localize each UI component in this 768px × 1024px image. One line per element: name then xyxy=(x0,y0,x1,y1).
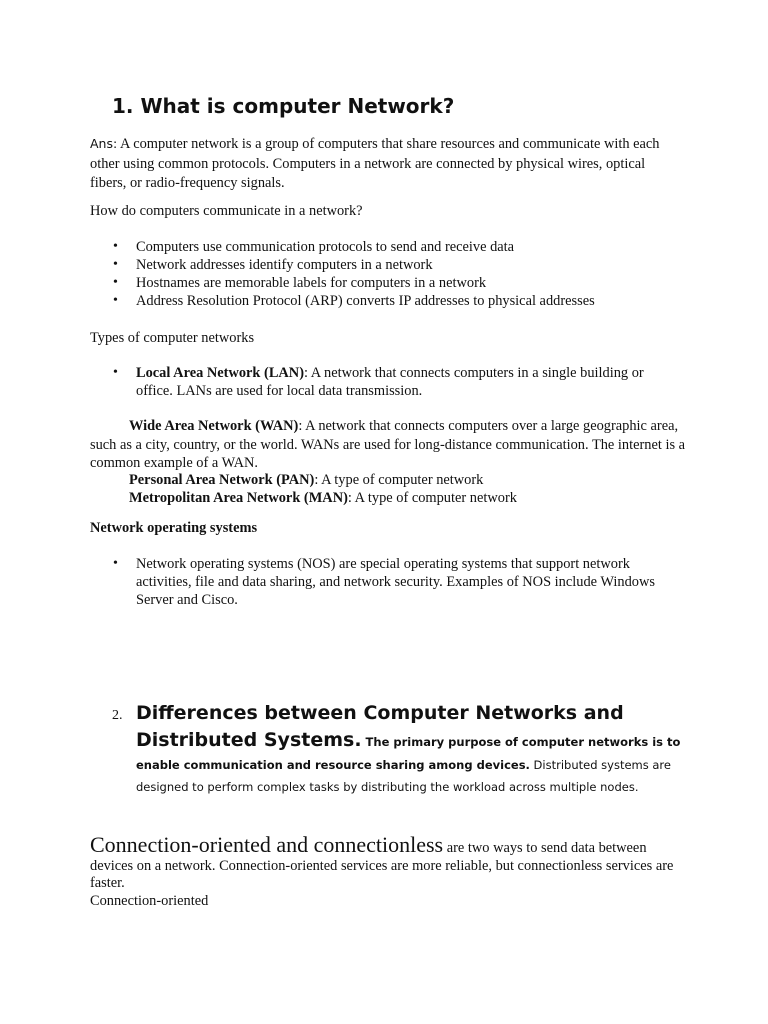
types-heading: Types of computer networks xyxy=(90,330,255,346)
pan-term: Personal Area Network (PAN) xyxy=(129,472,315,488)
section2-body xyxy=(136,700,696,797)
man-term: Metropolitan Area Network (MAN) xyxy=(129,490,348,506)
wan-term: Wide Area Network (WAN) xyxy=(129,418,299,434)
lan-desc: : A network that connects computers in a single building or office. LANs are used for local data transmission. xyxy=(136,365,644,399)
list-item: • Network addresses identify computers in a network xyxy=(90,256,680,274)
section2-bold-text: The primary purpose of computer networks is to enable communication and resource sharing among devices. xyxy=(136,735,681,772)
connection-last-line: Connection-oriented xyxy=(90,892,209,909)
lan-term: Local Area Network (LAN) xyxy=(136,365,304,381)
section2-heading: Differences between Computer Networks and Distributed Systems. xyxy=(136,702,624,751)
pan-line xyxy=(129,471,483,489)
man-desc: : A type of computer network xyxy=(347,490,517,506)
list-item: • Address Resolution Protocol (ARP) converts IP addresses to physical addresses xyxy=(90,292,680,310)
connection-paragraph xyxy=(90,832,690,910)
nos-list xyxy=(90,555,680,609)
section2-number: 2. xyxy=(112,708,123,723)
answer-paragraph xyxy=(90,134,680,194)
list-item xyxy=(90,364,680,400)
lan-list xyxy=(90,364,680,400)
nos-heading: Network operating systems xyxy=(90,520,258,536)
list-item: • Network operating systems (NOS) are special operating systems that support network activities, file and data sharing, and network security. Examples of NOS include Windows Server and Cisco. xyxy=(90,555,680,609)
how-list xyxy=(90,238,680,310)
wan-paragraph xyxy=(90,417,690,473)
pan-desc: : A type of computer network xyxy=(314,472,484,488)
connection-big-text: Connection-oriented and connectionless xyxy=(90,832,444,857)
section1-heading: 1. What is computer Network? xyxy=(112,94,455,118)
connection-text: are two ways to send data between devices on a network. Connection-oriented services are more reliable, but connectionless services are faster. xyxy=(90,840,674,891)
wan-desc: : A network that connects computers over a large geographic area, such as a city, country, or the world. WANs are used for long-distance communication. The internet is a common example of a WAN. xyxy=(90,418,686,471)
ans-text: A computer network is a group of computers that share resources and communicate with each other using common protocols. Computers in a network are connected by physical wires, optical fibers, or radio-frequency signals. xyxy=(90,136,660,191)
list-item: • Computers use communication protocols to send and receive data xyxy=(90,238,680,256)
ans-label: Ans: xyxy=(90,136,118,151)
how-question: How do computers communicate in a network? xyxy=(90,203,363,219)
man-line xyxy=(129,489,517,507)
list-item: • Hostnames are memorable labels for computers in a network xyxy=(90,274,680,292)
section2-text: Distributed systems are designed to perform complex tasks by distributing the workload across multiple nodes. xyxy=(136,758,671,794)
